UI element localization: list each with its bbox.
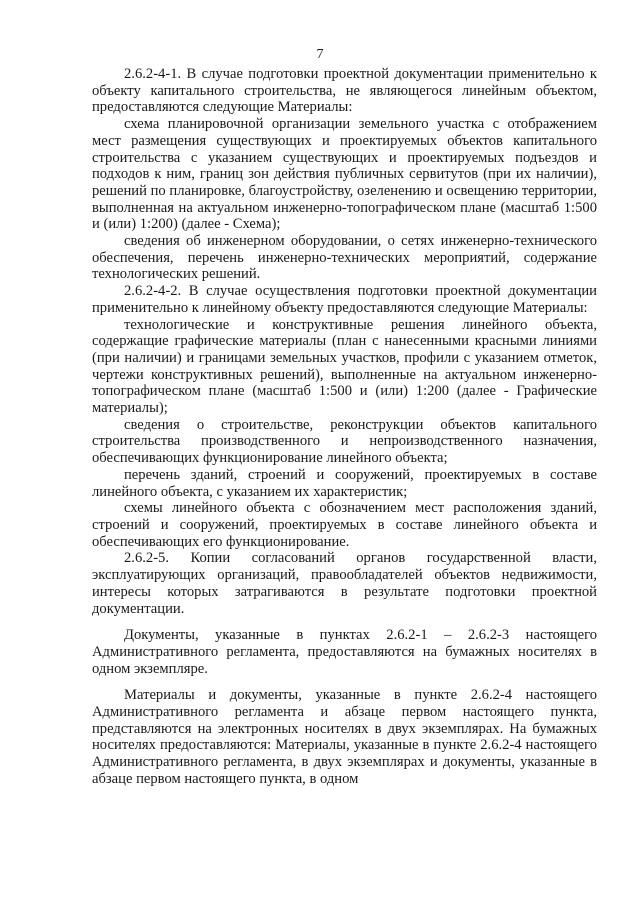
paragraph-technological-solutions: технологические и конструктивные решения линейного объекта, содержащие графические материалы (план с нанесенными красными линиями (при наличии) и границами земельных участков, профили с указанием отметок, чертежи конструктивных решений), выполненные на актуальном инженерно-топографическом плане (масштаб 1:500 и (или) 1:200 (далее - Графические материалы); [92,316,597,417]
page-number: 7 [316,47,324,62]
paragraph-linear-object-schemes: схемы линейного объекта с обозначением мест расположения зданий, строений и сооружений, проектируемых в составе линейного объекта и обеспечивающих его функционирование. [92,500,597,550]
document-body [92,66,597,788]
paragraph-2-6-2-5: 2.6.2-5. Копии согласований органов государственной власти, эксплуатирующих организаций, правообладателей объектов недвижимости, интересы которых затрагиваются в результате подготовки проектной документации. [92,550,597,617]
paragraph-buildings-list: перечень зданий, строений и сооружений, проектируемых в составе линейного объекта, с указанием их характеристик; [92,466,597,500]
paragraph-2-6-2-4-1: 2.6.2-4-1. В случае подготовки проектной документации применительно к объекту капитального строительства, не являющегося линейным объектом, предоставляются следующие Материалы: [92,66,597,116]
paragraph-materials-electronic: Материалы и документы, указанные в пункте 2.6.2-4 настоящего Административного регламента и абзаце первом настоящего пункта, представляются на электронных носителях в двух экземплярах. На бумажных носителях предоставляются: Материалы, указанные в пункте 2.6.2-4 настоящего Административного регламента, в двух экземплярах и документы, указанные в абзаце первом настоящего пункта, в одном [92,687,597,787]
paragraph-2-6-2-4-2: 2.6.2-4-2. В случае осуществления подготовки проектной документации применительно к линейному объекту предоставляются следующие Материалы: [92,283,597,316]
paragraph-engineering-info: сведения об инженерном оборудовании, о сетях инженерно-технического обеспечения, перечень инженерно-технических мероприятий, содержание технологических решений. [92,233,597,283]
paragraph-scheme: схема планировочной организации земельного участка с отображением мест размещения существующих и проектируемых объектов капитального строительства с указанием существующих и проектируемых подъездов и подходов к ним, границ зон действия публичных сервитутов (при их наличии), решений по планировке, благоустройству, озеленению и освещению территории, выполненная на актуальном инженерно-топографическом плане (масштаб 1:500 и (или) 1:200) (далее - Схема); [92,116,597,233]
paragraph-documents-paper: Документы, указанные в пунктах 2.6.2-1 – 2.6.2-3 настоящего Административного регламента, предоставляются на бумажных носителях в одном экземпляре. [92,627,597,677]
paragraph-construction-info: сведения о строительстве, реконструкции объектов капитального строительства производственного и непроизводственного назначения, обеспечивающих функционирование линейного объекта; [92,416,597,467]
